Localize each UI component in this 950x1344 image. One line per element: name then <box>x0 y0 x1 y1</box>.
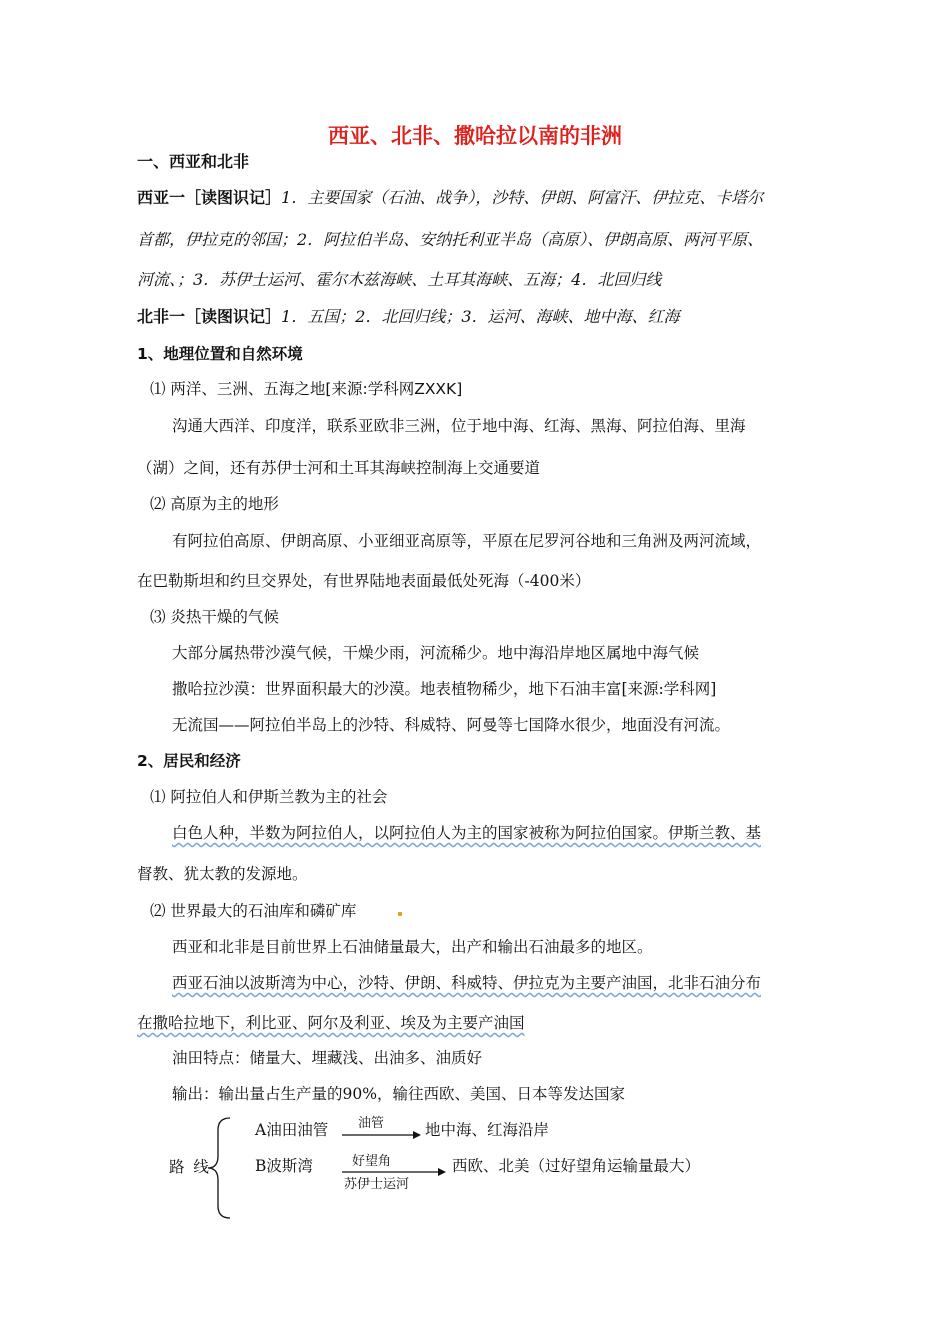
section-heading: 一、西亚和北非 <box>137 152 250 171</box>
body-line: 撒哈拉沙漠：世界面积最大的沙漠。地表植物稀少，地下石油丰富[来源:学科网] <box>172 680 717 698</box>
item-title: ⑵ 高原为主的地形 <box>150 495 279 513</box>
item-title: ⑶ 炎热干燥的气候 <box>150 608 279 626</box>
route-b-end: 西欧、北美（过好望角运输量最大） <box>452 1157 701 1175</box>
body-line: （湖）之间，还有苏伊士河和土耳其海峡控制海上交通要道 <box>137 459 541 477</box>
body-line: 沟通大西洋、印度洋，联系亚欧非三洲，位于地中海、红海、黑海、阿拉伯海、里海 <box>172 417 746 435</box>
xiya-label: 西亚一［读图识记］ <box>137 188 282 207</box>
body-line: 白色人种，半数为阿拉伯人，以阿拉伯人为主的国家被称为阿拉伯国家。伊斯兰教、基 <box>172 824 762 842</box>
route-brace <box>208 1118 230 1218</box>
body-line: 在撒哈拉地下，利比亚、阿尔及利亚、埃及为主要产油国 <box>137 1014 525 1032</box>
xiya-line: 首都，伊拉克的邻国；2．阿拉伯半岛、安纳托利亚半岛（高原）、伊朗高原、两河平原、 <box>137 230 764 249</box>
body-line: 在巴勒斯坦和约旦交界处，有世界陆地表面最低处死海（-400米） <box>137 572 591 590</box>
item-title: ⑵ 世界最大的石油库和磷矿库 <box>150 902 357 920</box>
route-b-start: B波斯湾 <box>255 1157 313 1175</box>
beifei-paragraph <box>137 309 680 325</box>
route-a-start: A油田油管 <box>255 1121 329 1139</box>
body-line: 西亚和北非是目前世界上石油储量最大，出产和输出石油最多的地区。 <box>172 938 653 956</box>
route-b-arrow-label-bottom: 苏伊士运河 <box>344 1177 410 1192</box>
item-title: ⑴ 两洋、三洲、五海之地[来源:学科网ZXXK] <box>150 380 463 398</box>
part1-heading: 1、地理位置和自然环境 <box>137 345 303 363</box>
body-line: 督教、犹太教的发源地。 <box>137 865 308 883</box>
body-line: 西亚石油以波斯湾为中心，沙特、伊朗、科威特、伊拉克为主要产油国，北非石油分布 <box>172 974 762 992</box>
route-b-arrow-label-top: 好望角 <box>352 1154 392 1169</box>
route-label: 路 线 <box>169 1158 211 1176</box>
xiya-paragraph <box>137 190 763 206</box>
body-line: 无流国——阿拉伯半岛上的沙特、科威特、阿曼等七国降水很少，地面没有河流。 <box>172 716 731 734</box>
xiya-line: 河流、；3．苏伊士运河、霍尔木兹海峡、土耳其海峡、五海；4．北回归线 <box>137 270 662 289</box>
part2-heading: 2、居民和经济 <box>137 752 241 770</box>
body-line: 输出：输出量占生产量的90%，输往西欧、美国、日本等发达国家 <box>172 1085 625 1103</box>
body-line: 油田特点：储量大、埋藏浅、出油多、油质好 <box>172 1049 483 1067</box>
beifei-text: 1．五国；2．北回归线；3．运河、海峡、地中海、红海 <box>281 307 680 326</box>
beifei-label: 北非一［读图识记］ <box>137 307 282 326</box>
body-line: 有阿拉伯高原、伊朗高原、小亚细亚高原等，平原在尼罗河谷地和三角洲及两河流域， <box>172 532 762 550</box>
decorative-dot <box>398 912 402 916</box>
route-a-arrowhead <box>413 1131 421 1139</box>
xiya-line: 1．主要国家（石油、战争），沙特、伊朗、阿富汗、伊拉克、卡塔尔 <box>281 188 764 207</box>
route-a-end: 地中海、红海沿岸 <box>425 1121 550 1139</box>
route-a-arrow-label: 油管 <box>358 1116 385 1131</box>
route-b-arrowhead <box>438 1168 446 1176</box>
body-line: 大部分属热带沙漠气候，干燥少雨，河流稀少。地中海沿岸地区属地中海气候 <box>172 644 700 662</box>
page-title: 西亚、北非、撒哈拉以南的非洲 <box>328 124 622 148</box>
item-title: ⑴ 阿拉伯人和伊斯兰教为主的社会 <box>150 788 388 806</box>
